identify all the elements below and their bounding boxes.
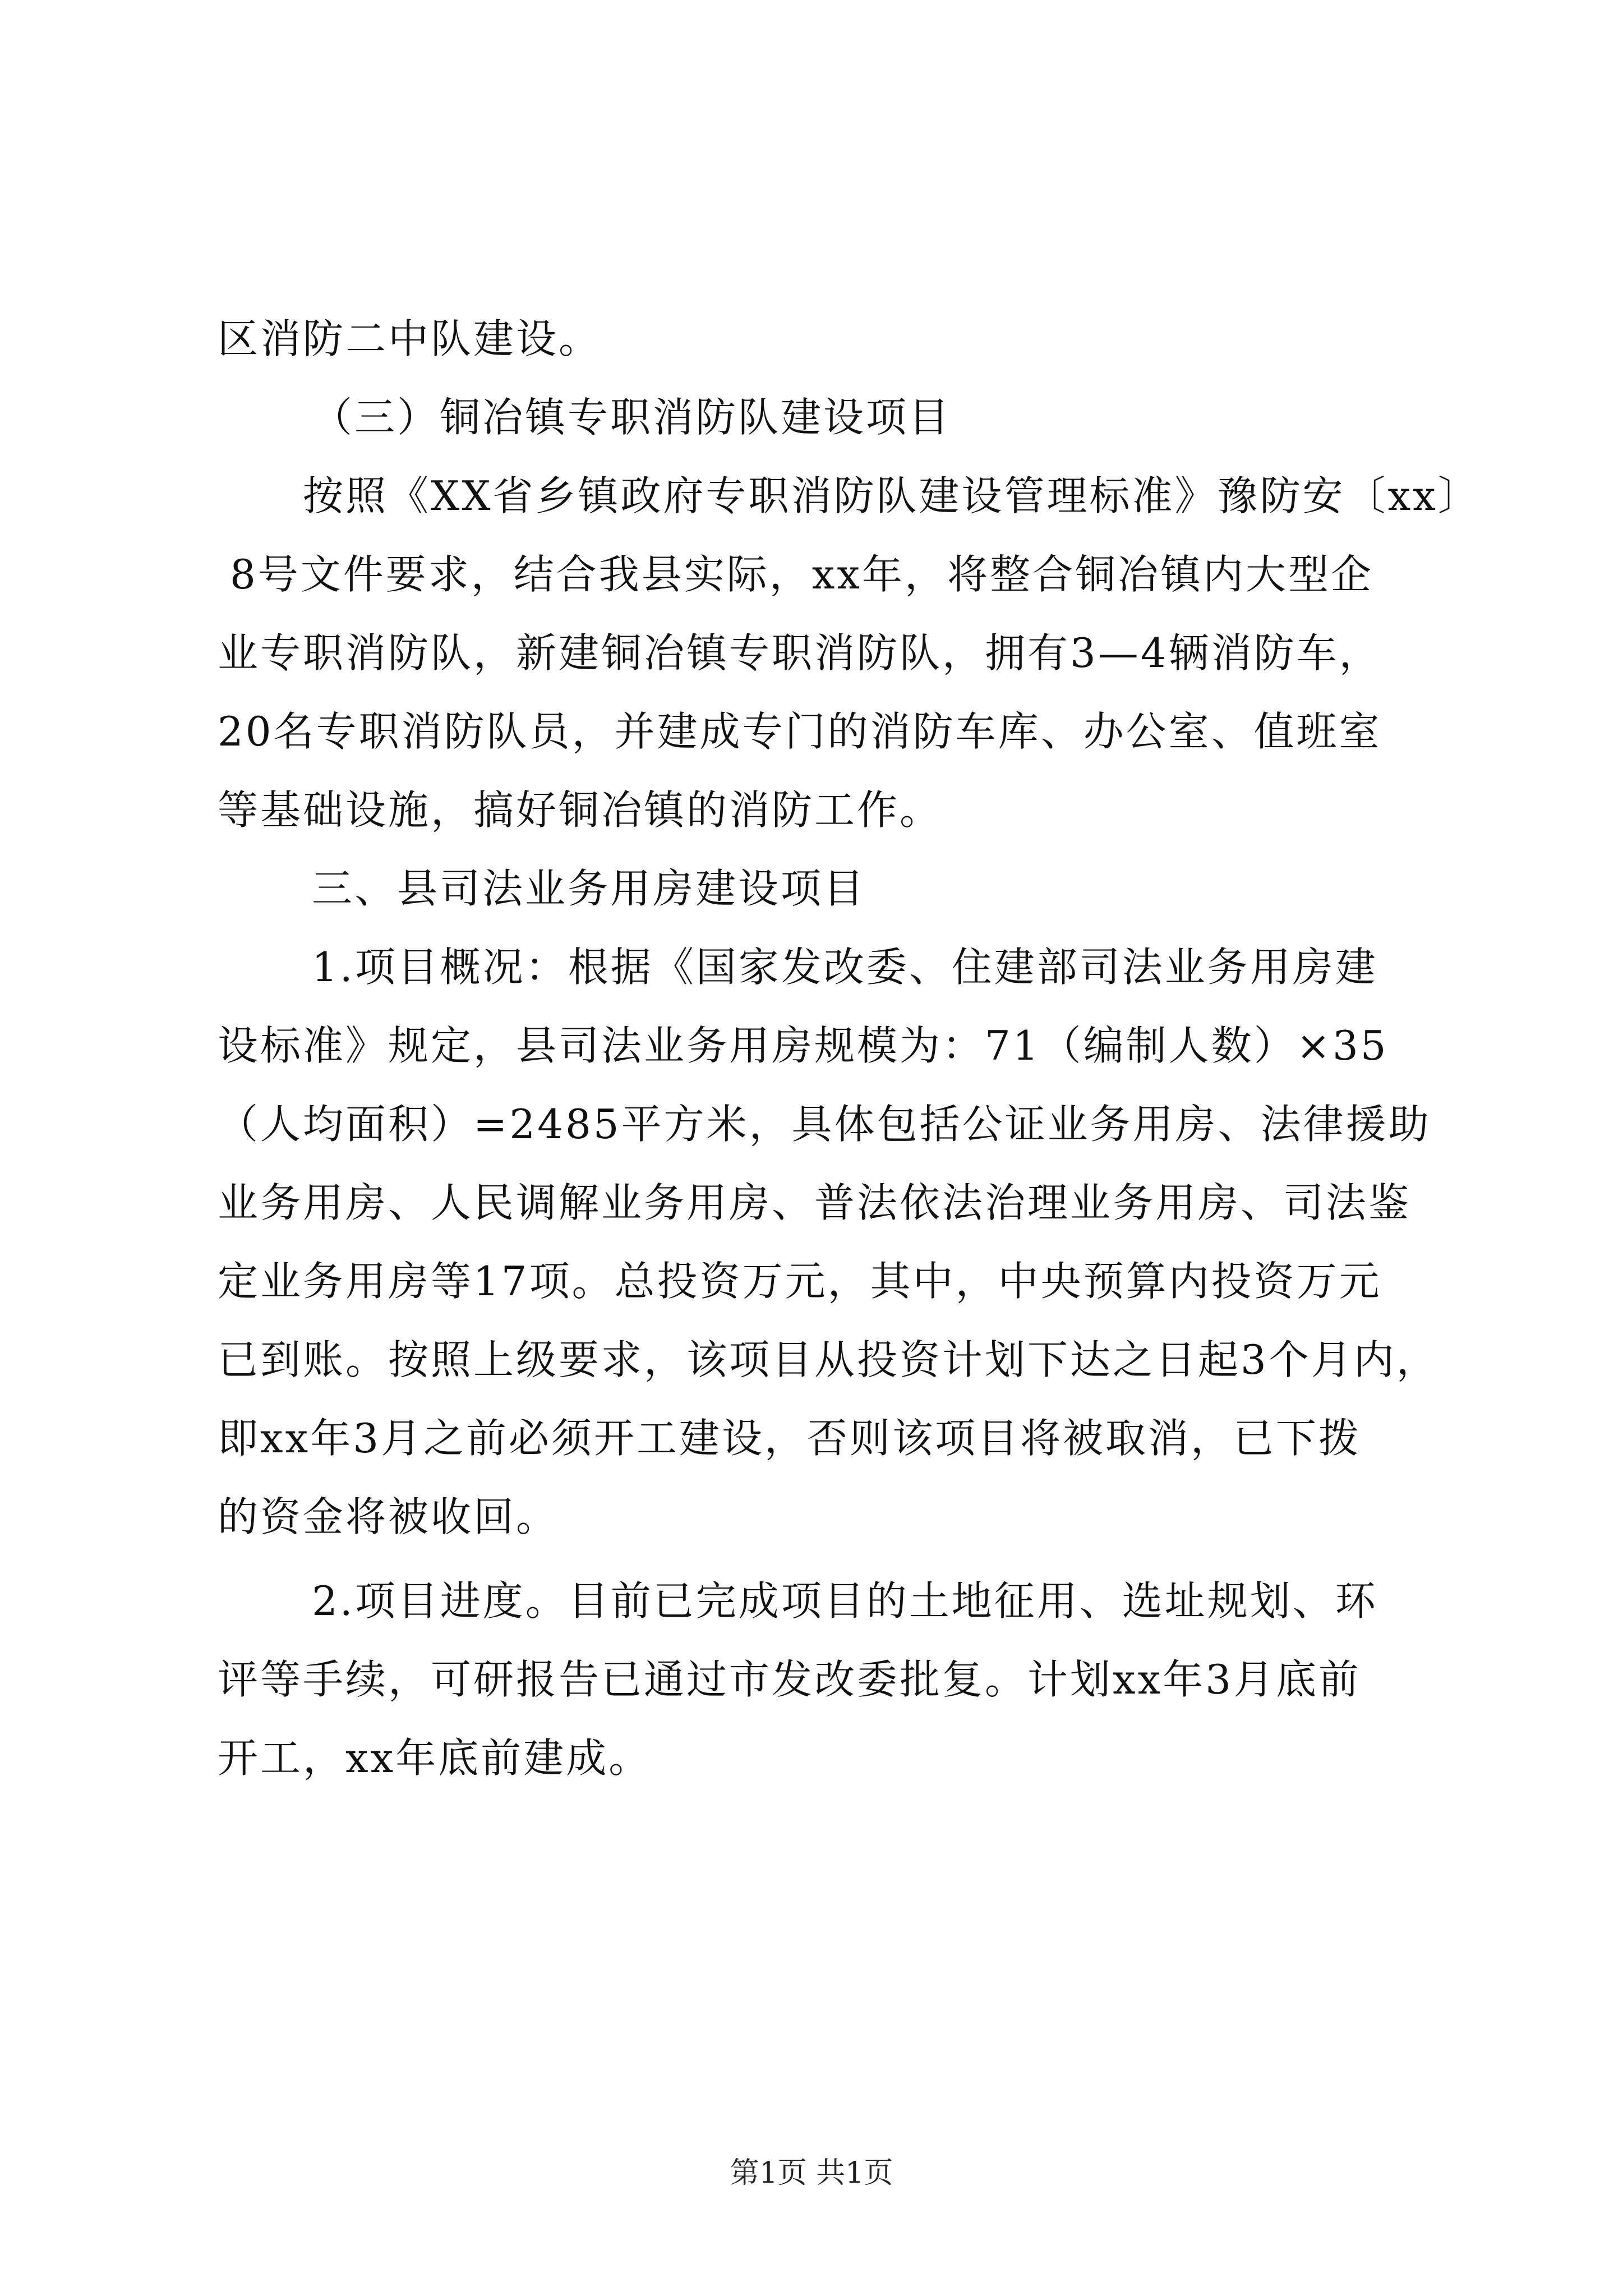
text-line: 业务用房、人民调解业务用房、普法依法治理业务用房、司法鉴 [218, 1179, 1412, 1226]
text-line: 评等手续，可研报告已通过市发改委批复。计划xx年3月底前 [218, 1656, 1362, 1703]
text-line: 开工，xx年底前建成。 [218, 1734, 652, 1782]
text-line: 按照《XX省乡镇政府专职消防队建设管理标准》豫防安〔xx〕 [303, 472, 1481, 519]
text-line: 定业务用房等17项。总投资万元，其中，中央预算内投资万元 [218, 1258, 1382, 1305]
section-heading: （三）铜冶镇专职消防队建设项目 [312, 394, 952, 441]
text-line: 1.项目概况：根据《国家发改委、住建部司法业务用房建 [312, 944, 1378, 991]
text-line: 设标准》规定，县司法业务用房规模为：71（编制人数）×35 [218, 1022, 1389, 1069]
text-line: 20名专职消防队员，并建成专门的消防车库、办公室、值班室 [218, 708, 1382, 755]
text-line: 区消防二中队建设。 [218, 315, 602, 362]
text-line: 8号文件要求，结合我县实际，xx年，将整合铜冶镇内大型企 [230, 551, 1374, 598]
text-line: 已到账。按照上级要求，该项目从投资计划下达之日起3个月内， [218, 1336, 1439, 1383]
section-heading: 三、县司法业务用房建设项目 [312, 865, 866, 912]
text-line: （人均面积）=2485平方米，具体包括公证业务用房、法律援助 [218, 1101, 1431, 1148]
text-line: 2.项目进度。目前已完成项目的土地征用、选址规划、环 [312, 1577, 1378, 1625]
text-line: 的资金将被收回。 [218, 1493, 559, 1540]
text-line: 即xx年3月之前必须开工建设，否则该项目将被取消，已下拨 [218, 1415, 1362, 1462]
page-footer: 第1页 共1页 [730, 2156, 893, 2190]
text-line: 业专职消防队，新建铜冶镇专职消防队，拥有3—4辆消防车， [218, 629, 1382, 677]
text-line: 等基础设施，搞好铜冶镇的消防工作。 [218, 786, 943, 834]
